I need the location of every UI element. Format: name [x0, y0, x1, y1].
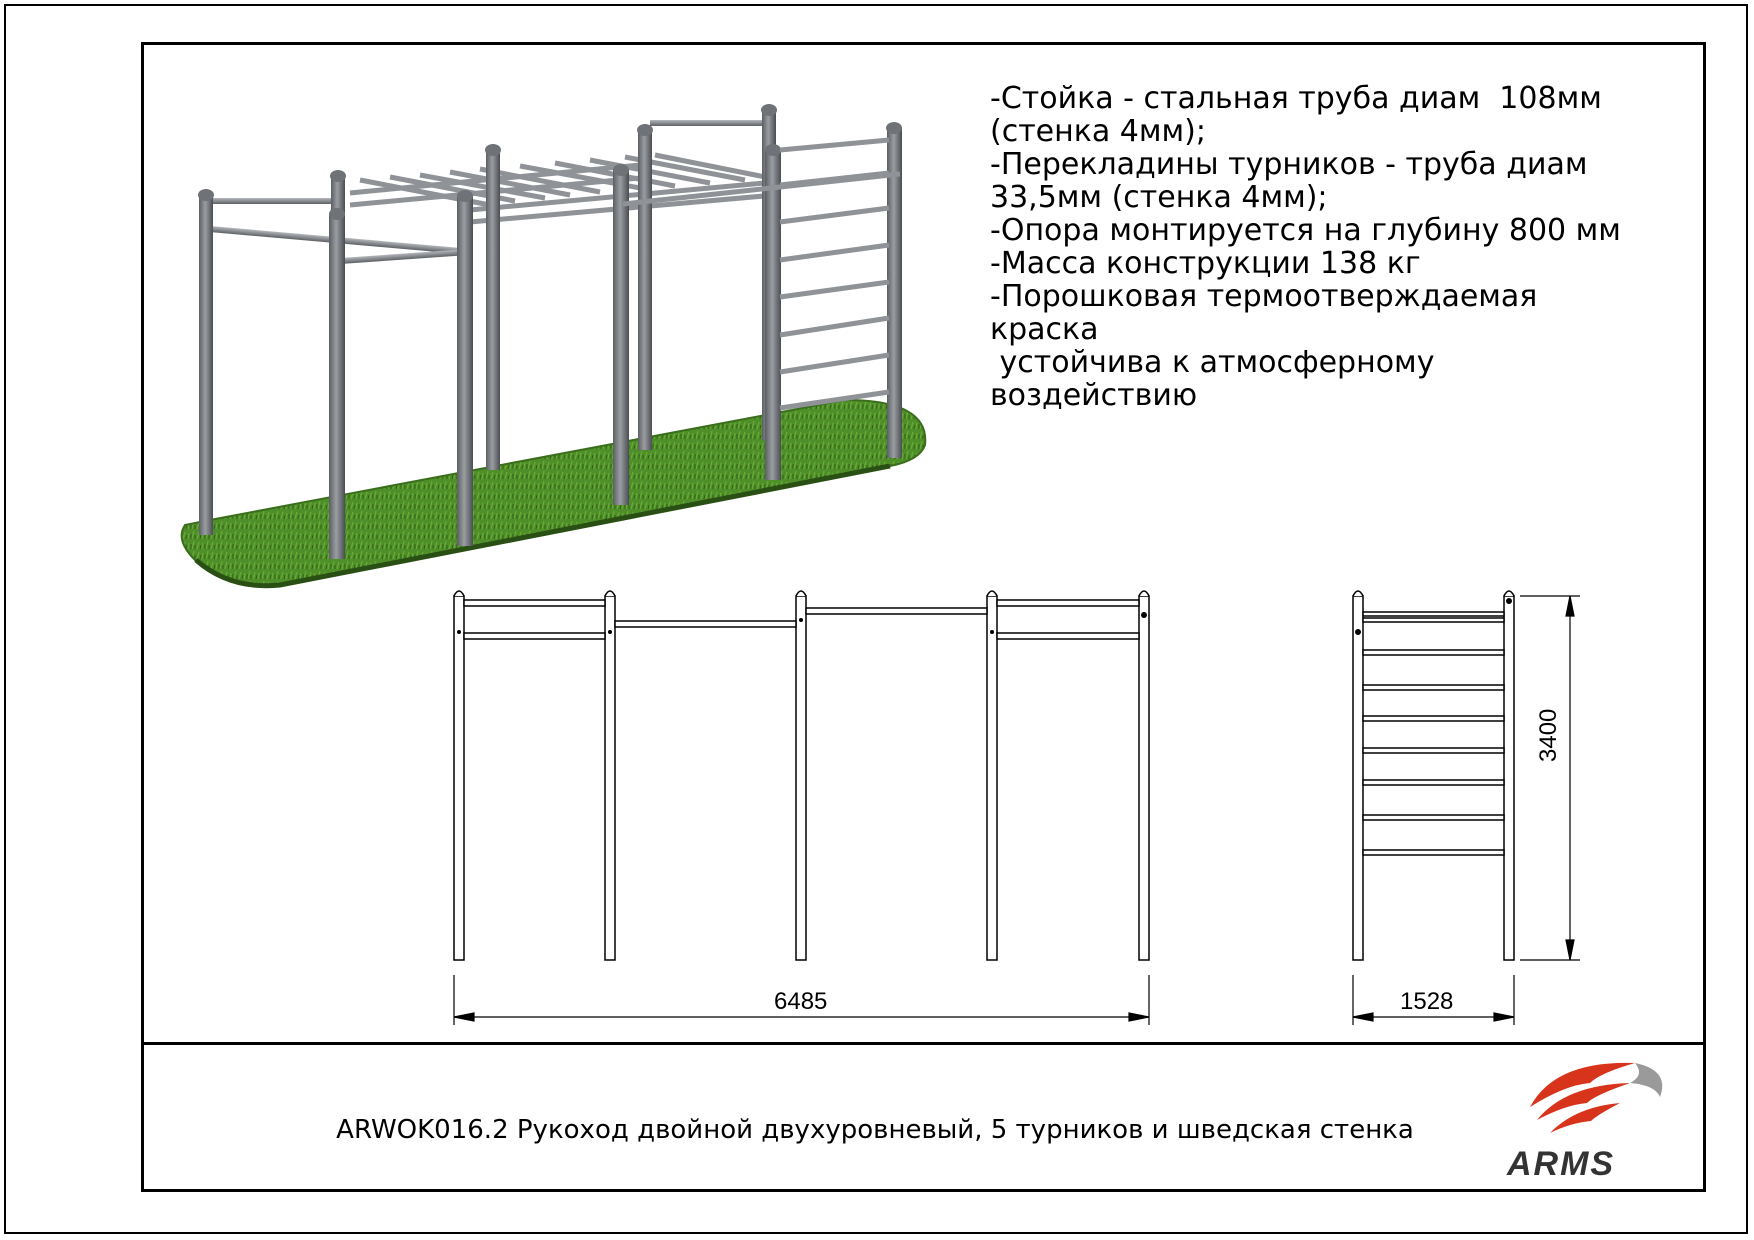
spec-line: (стенка 4мм); [990, 114, 1206, 149]
spec-line: устойчива к атмосферному [990, 345, 1435, 380]
arms-logo [1495, 1045, 1675, 1185]
front-elevation [454, 591, 1149, 960]
dimension-length: 6485 [774, 988, 828, 1015]
dimension-height: 3400 [1535, 708, 1562, 762]
logo-text: ARMS [1507, 1145, 1616, 1183]
dimension-width: 1528 [1400, 988, 1454, 1015]
spec-line: -Масса конструкции 138 кг [990, 246, 1421, 281]
spec-line: -Перекладины турников - труба диам [990, 147, 1588, 182]
dimension-lines [454, 596, 1580, 1025]
spec-line: воздействию [990, 378, 1198, 413]
spec-line: -Опора монтируется на глубину 800 мм [990, 213, 1621, 248]
spec-line: 33,5мм (стенка 4мм); [990, 180, 1328, 215]
spec-line: -Стойка - стальная труба диам 108мм [990, 81, 1602, 116]
drawing-title: ARWOK016.2 Рукоход двойной двухуровневый, 5 турников и шведская стенка [336, 1115, 1414, 1145]
spec-line: -Порошковая термоотверждаемая [990, 279, 1538, 314]
spec-line: краска [990, 312, 1099, 347]
side-elevation [1353, 591, 1514, 960]
